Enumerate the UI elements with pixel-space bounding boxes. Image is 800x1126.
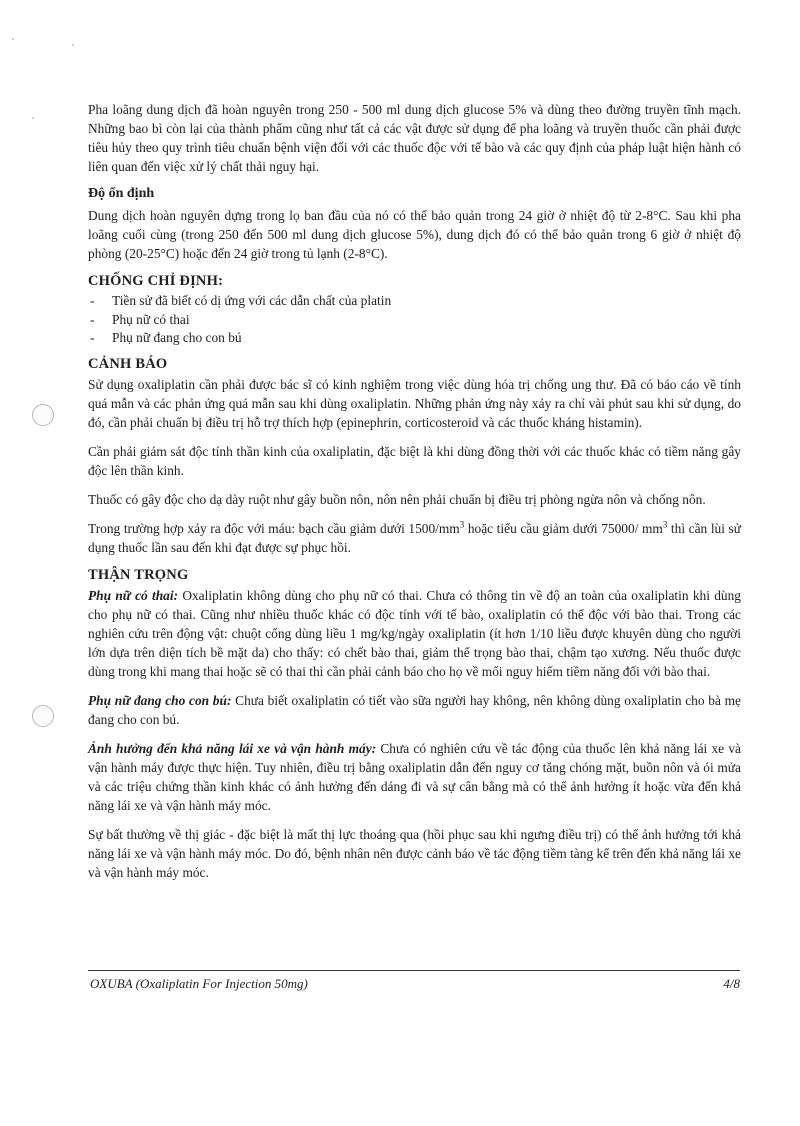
warning-text: Trong trường hợp xảy ra độc với máu: bạch cầu giảm dưới 1500/mm <box>88 520 460 536</box>
scan-speck <box>32 117 34 119</box>
warnings-paragraph: Thuốc có gây độc cho dạ dày ruột như gây buồn nôn, nôn nên phải chuẩn bị điều trị phòng ngừa nôn và chống nôn. <box>88 491 706 507</box>
nursing-paragraph <box>88 691 741 729</box>
punch-hole-icon <box>32 705 54 727</box>
warning-text: thì cần lùi sử dụng thuốc lần sau đến khi đạt được sự phục hồi. <box>88 520 742 555</box>
intro-paragraph: Pha loãng dung dịch đã hoàn nguyên trong 250 - 500 ml dung dịch glucose 5% và dùng theo đường truyền tĩnh mạch. Những bao bì còn lại của thành phẩm cũng như tất cả các vật được sử dụng để pha loãng và truyền thuốc cần phải được tiêu hủy theo quy trình tiêu chuẩn bệnh viện đối với các thuốc độc với tế bào và các quy định của pháp luật hiện hành có liên quan đến việc xử lý chất thải nguy hại. <box>88 102 741 174</box>
contraindications-list <box>88 292 741 348</box>
pregnancy-text: Oxaliplatin không dùng cho phụ nữ có thai. Chưa có thông tin về độ an toàn của oxaliplatin khi dùng cho phụ nữ có thai. Cũng như nhiều thuốc khác có độc tính với tế bào, oxaliplatin có thể độc với bào thai. Trong các nghiên cứu trên động vật: chuột cống dùng liều 1 mg/kg/ngày oxaliplatin (ít hơn 1/10 liều được khuyên dùng cho người lớn dựa trên diện tích bề mặt da) cho thấy: có chết bào thai, giảm thể trọng bào thai, chậm tạo xương. Nếu thuốc được dùng trong khi mang thai hoặc sẽ có thai thì cần phải cảnh báo cho họ về mối nguy hiểm tiềm năng đối với bào thai. <box>88 587 741 679</box>
warnings-heading: CẢNH BÁO <box>88 355 168 372</box>
scan-speck <box>12 38 14 40</box>
nursing-text: Chưa biết oxaliplatin có tiết vào sữa người hay không, nên không dùng oxaliplatin cho bà mẹ đang cho con bú. <box>88 692 741 727</box>
list-item: - Phụ nữ có thai <box>88 311 741 330</box>
page-number: 4/8 <box>723 976 740 991</box>
stability-paragraph: Dung dịch hoàn nguyên dựng trong lọ ban đầu của nó có thể bảo quản trong 24 giờ ở nhiệt độ từ 2-8°C. Sau khi pha loãng cuối cùng (trong 250 đến 500 ml dung dịch glucose 5%), dung dịch đó có thể bảo quản trong 6 giờ ở nhiệt độ phòng (20-25°C) hoặc đến 24 giờ trong tủ lạnh (2-8°C). <box>88 208 741 261</box>
pregnancy-lead: Phụ nữ có thai: <box>88 587 179 603</box>
page-footer <box>90 976 740 992</box>
footer-divider <box>88 970 740 971</box>
driving-paragraph <box>88 739 741 815</box>
precautions-heading: THẬN TRỌNG <box>88 566 189 583</box>
warnings-paragraph: Sử dụng oxaliplatin cần phải được bác sĩ có kinh nghiệm trong việc dùng hóa trị chống ung thư. Đã có báo cáo về tính quá mẫn và các phản ứng quá mẫn sau khi dùng oxaliplatin. Những phản ứng này xảy ra chỉ vài phút sau khi sử dụng, do đó, cần phải chuẩn bị điều trị hỗ trợ thích hợp (epinephrin, corticosteroid và các thuốc kháng histamin). <box>88 376 741 430</box>
footer-product: OXUBA (Oxaliplatin For Injection 50mg) <box>90 976 308 991</box>
driving-lead: Ảnh hưởng đến khả năng lái xe và vận hành máy: <box>88 740 377 756</box>
nursing-lead: Phụ nữ đang cho con bú: <box>88 692 232 708</box>
pregnancy-paragraph <box>88 586 741 681</box>
list-item: - Tiền sử đã biết có dị ứng với các dẫn chất của platin <box>88 292 741 311</box>
superscript: 3 <box>662 519 668 530</box>
stability-heading: Độ ổn định <box>88 186 155 201</box>
scan-speck <box>72 44 74 46</box>
superscript: 3 <box>459 519 465 530</box>
vision-paragraph: Sự bất thường về thị giác - đặc biệt là mất thị lực thoáng qua (hồi phục sau khi ngưng điều trị) có thể ảnh hưởng tới khả năng lái xe và vận hành máy móc. Do đó, bệnh nhân nên được cảnh báo về tác động tiềm tàng kể trên đến khả năng lái xe và vận hành máy móc. <box>88 826 741 880</box>
warnings-paragraph <box>88 519 741 557</box>
warnings-paragraph: Cần phải giám sát độc tính thần kinh của oxaliplatin, đặc biệt là khi dùng đồng thời với các thuốc khác có tiềm năng gây độc lên thần kinh. <box>88 443 741 478</box>
driving-text: Chưa có nghiên cứu về tác động của thuốc lên khả năng lái xe và vận hành máy được thực hiện. Tuy nhiên, điều trị bằng oxaliplatin dẫn đến nguy cơ tăng chóng mặt, buồn nôn và ói mửa và các triệu chứng thần kinh khác có ảnh hưởng đến dáng đi và sự cân bằng mà có thể ảnh hưởng ít hoặc vừa đến khả năng lái xe và vận hành máy móc. <box>88 740 741 813</box>
warning-text: hoặc tiểu cầu giảm dưới 75000/ mm <box>464 520 663 536</box>
punch-hole-icon <box>32 404 54 426</box>
list-item: - Phụ nữ đang cho con bú <box>88 329 741 348</box>
contraindications-heading: CHỐNG CHỈ ĐỊNH: <box>88 273 224 289</box>
document-page <box>88 100 741 892</box>
